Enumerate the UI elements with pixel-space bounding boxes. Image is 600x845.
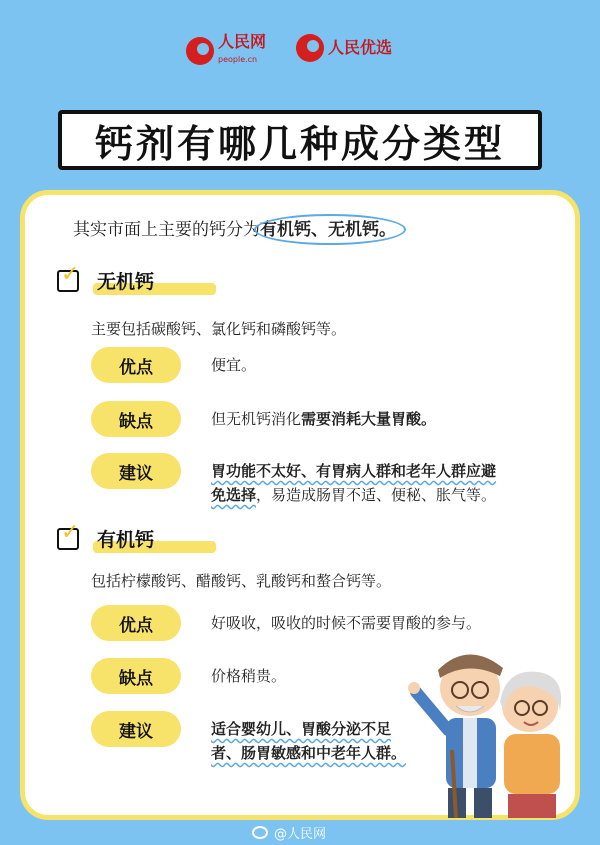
- weibo-watermark: [252, 823, 326, 842]
- pros-text: 好吸收，吸收的时候不需要胃酸的参与。: [211, 614, 482, 632]
- advice-line2: 者、肠胃敏感和中老年人群。: [211, 744, 407, 762]
- organic-pros-row: [91, 605, 481, 641]
- advice-label: 建议: [91, 711, 181, 747]
- advice-text: [211, 711, 406, 765]
- intro-text: [73, 215, 396, 240]
- weibo-handle: @人民网: [274, 827, 327, 842]
- pros-label: 优点: [91, 605, 181, 641]
- organic-advice-row: [91, 711, 406, 765]
- section-organic-header: [57, 519, 158, 552]
- cons-text: 价格稍贵。: [211, 667, 287, 685]
- people-cn-logo[interactable]: [186, 34, 266, 68]
- intro-prefix: 其实市面上主要的钙分为: [73, 220, 260, 240]
- section-inorganic-title: 无机钙: [93, 271, 158, 293]
- logo2-text: 人民优选: [328, 38, 393, 57]
- organic-cons-row: [91, 658, 286, 694]
- check-icon: ✓: [57, 528, 79, 550]
- logo1-text: 人民网: [218, 32, 267, 51]
- people-youxuan-logo[interactable]: [296, 34, 392, 62]
- cons-label: 缺点: [91, 401, 181, 437]
- advice-label: 建议: [91, 453, 181, 489]
- cons-text: [211, 401, 436, 431]
- advice-line1: 适合婴幼儿、胃酸分泌不足: [211, 720, 392, 738]
- inorganic-advice-row: [91, 453, 496, 507]
- advice-line1: 胃功能不太好、有胃病人群和老年人群应避: [211, 462, 497, 480]
- inorganic-cons-row: [91, 401, 436, 437]
- check-icon: ✓: [57, 270, 79, 292]
- logo1-sub: people.cn: [218, 55, 258, 64]
- people-logo-icon: [186, 37, 214, 65]
- title-banner: [58, 110, 542, 170]
- advice-line2-bold: 免选择: [211, 486, 257, 504]
- section-inorganic-header: [57, 261, 158, 294]
- pros-text: 便宜。: [211, 356, 257, 374]
- page-title: 钙剂有哪几种成分类型: [94, 121, 505, 166]
- section-organic-desc: 包括柠檬酸钙、醋酸钙、乳酸钙和螯合钙等。: [91, 572, 392, 590]
- pros-label: 优点: [91, 347, 181, 383]
- section-organic-title: 有机钙: [93, 529, 158, 551]
- advice-text: [211, 453, 496, 507]
- elderly-couple-illustration: [408, 640, 578, 820]
- cons-text-plain: 但无机钙消化: [211, 410, 302, 428]
- intro-highlight: 有机钙、无机钙。: [260, 220, 396, 240]
- cons-text-bold: 需要消耗大量胃酸。: [301, 410, 437, 428]
- inorganic-pros-row: [91, 347, 256, 383]
- cons-label: 缺点: [91, 658, 181, 694]
- advice-line2-rest: ，易造成肠胃不适、便秘、胀气等。: [256, 486, 497, 504]
- header-logos: [0, 34, 600, 74]
- youxuan-logo-icon: [296, 34, 324, 62]
- section-inorganic-desc: 主要包括碳酸钙、氯化钙和磷酸钙等。: [91, 320, 347, 338]
- weibo-icon: [252, 826, 268, 839]
